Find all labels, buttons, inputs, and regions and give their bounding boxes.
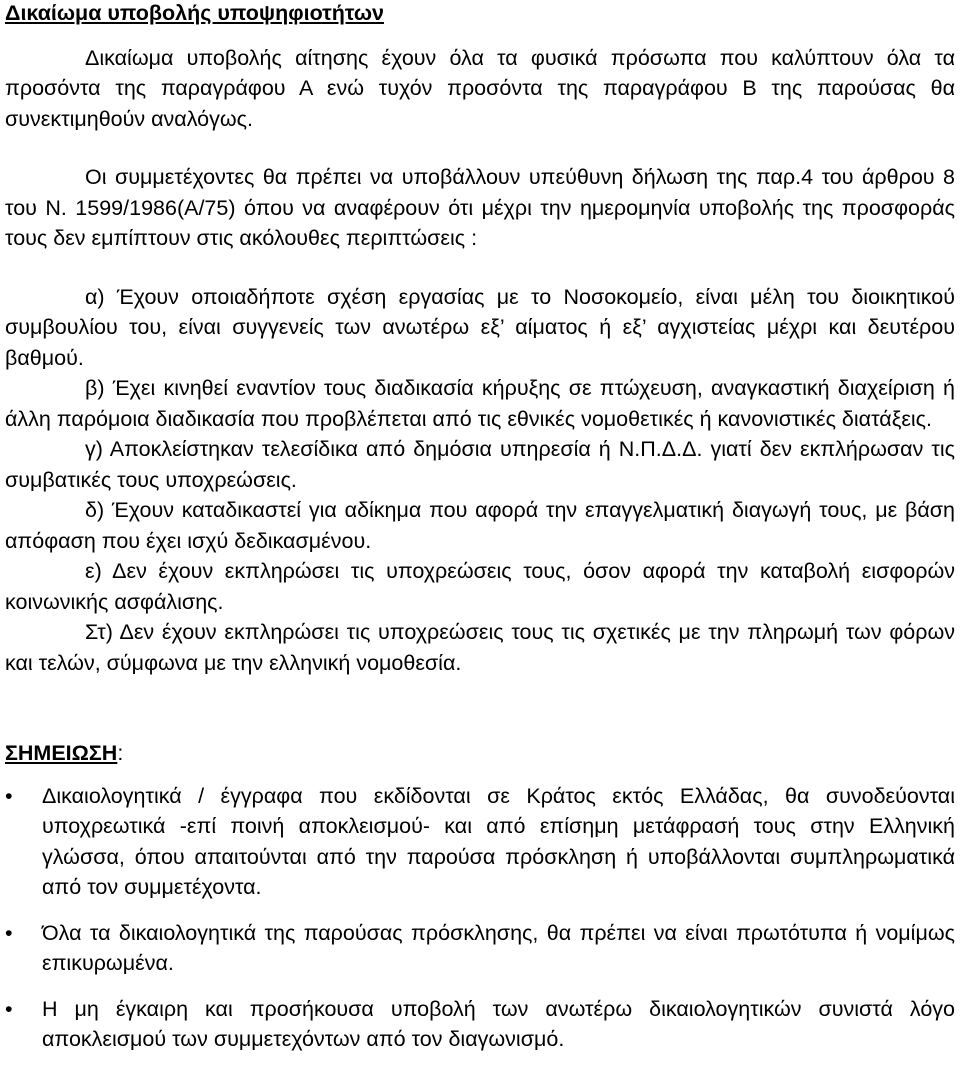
note-item-text: Δικαιολογητικά / έγγραφα που εκδίδονται σε Κράτος εκτός Ελλάδας, θα συνοδεύονται υποχρεωτικά -επί ποινή αποκλεισμού- και από επίσημη μετάφρασή τους στην Ελληνική γλώσσα, όπου απαιτούνται από την παρούσα πρόσκληση ή υποβάλλονται συμπληρωματικά από τον συμμετέχοντα. [42, 783, 955, 899]
intro-paragraph: Δικαίωμα υποβολής αίτησης έχουν όλα τα φυσικά πρόσωπα που καλύπτουν όλα τα προσόντα της παραγράφου Α ενώ τυχόν προσόντα της παραγράφου Β της παρούσας θα συνεκτιμηθούν αναλόγως. [5, 45, 955, 131]
case-d: δ) Έχουν καταδικαστεί για αδίκημα που αφορά την επαγγελματική διαγωγή τους, με βάση απόφαση που έχει ισχύ δεδικασμένου. [5, 498, 955, 553]
section-title: Δικαίωμα υποβολής υποψηφιοτήτων [5, 1, 384, 25]
declaration-paragraph: Οι συμμετέχοντες θα πρέπει να υποβάλλουν υπεύθυνη δήλωση της παρ.4 του άρθρου 8 του Ν. 1599/1986(Α/75) όπου να αναφέρουν ότι μέχρι την ημερομηνία υποβολής της προσφοράς τους δεν εμπίπτουν στις ακόλουθες περιπτώσεις : [5, 165, 955, 250]
document [5, 0, 955, 1070]
note-item-text: Η μη έγκαιρη και προσήκουσα υποβολή των ανωτέρω δικαιολογητικών συνιστά λόγο αποκλεισμού των συμμετεχόντων από τον διαγωνισμό. [42, 996, 955, 1051]
note-colon: : [117, 741, 124, 765]
case-e: ε) Δεν έχουν εκπληρώσει τις υποχρεώσεις τους, όσον αφορά την καταβολή εισφορών κοινωνικής ασφάλισης. [5, 559, 955, 614]
case-b: β) Έχει κινηθεί εναντίον τους διαδικασία κήρυξης σε πτώχευση, αναγκαστική διαχείριση ή άλλη παρόμοια διαδικασία που προβλέπεται από τις εθνικές νομοθετικές ή κανονιστικές διατάξεις. [5, 376, 955, 431]
bullet-icon: • [5, 996, 13, 1021]
note-label: ΣΗΜΕΙΩΣΗ [5, 741, 118, 765]
bullet-icon: • [5, 920, 13, 945]
note-item [5, 781, 955, 903]
note-heading [5, 738, 955, 769]
case-a: α) Έχουν οποιαδήποτε σχέση εργασίας με το Νοσοκομείο, είναι μέλη του διοικητικού συμβουλίου του, είναι συγγενείς των ανωτέρω εξ’ αίματος ή εξ’ αγχιστείας μέχρι και δευτέρου βαθμού. [5, 284, 955, 370]
bullet-icon: • [5, 783, 13, 808]
note-item-text: Όλα τα δικαιολογητικά της παρούσας πρόσκλησης, θα πρέπει να είναι πρωτότυπα ή νομίμως επικυρωμένα. [42, 920, 955, 975]
note-item [5, 994, 955, 1055]
note-list [5, 781, 955, 1055]
case-c: γ) Αποκλείστηκαν τελεσίδικα από δημόσια υπηρεσία ή Ν.Π.Δ.Δ. γιατί δεν εκπλήρωσαν τις συμβατικές τους υποχρεώσεις. [5, 437, 955, 492]
case-st: Στ) Δεν έχουν εκπληρώσει τις υποχρεώσεις τους τις σχετικές με την πληρωμή των φόρων και τελών, σύμφωνα με την ελληνική νομοθεσία. [5, 620, 955, 675]
note-item [5, 918, 955, 979]
